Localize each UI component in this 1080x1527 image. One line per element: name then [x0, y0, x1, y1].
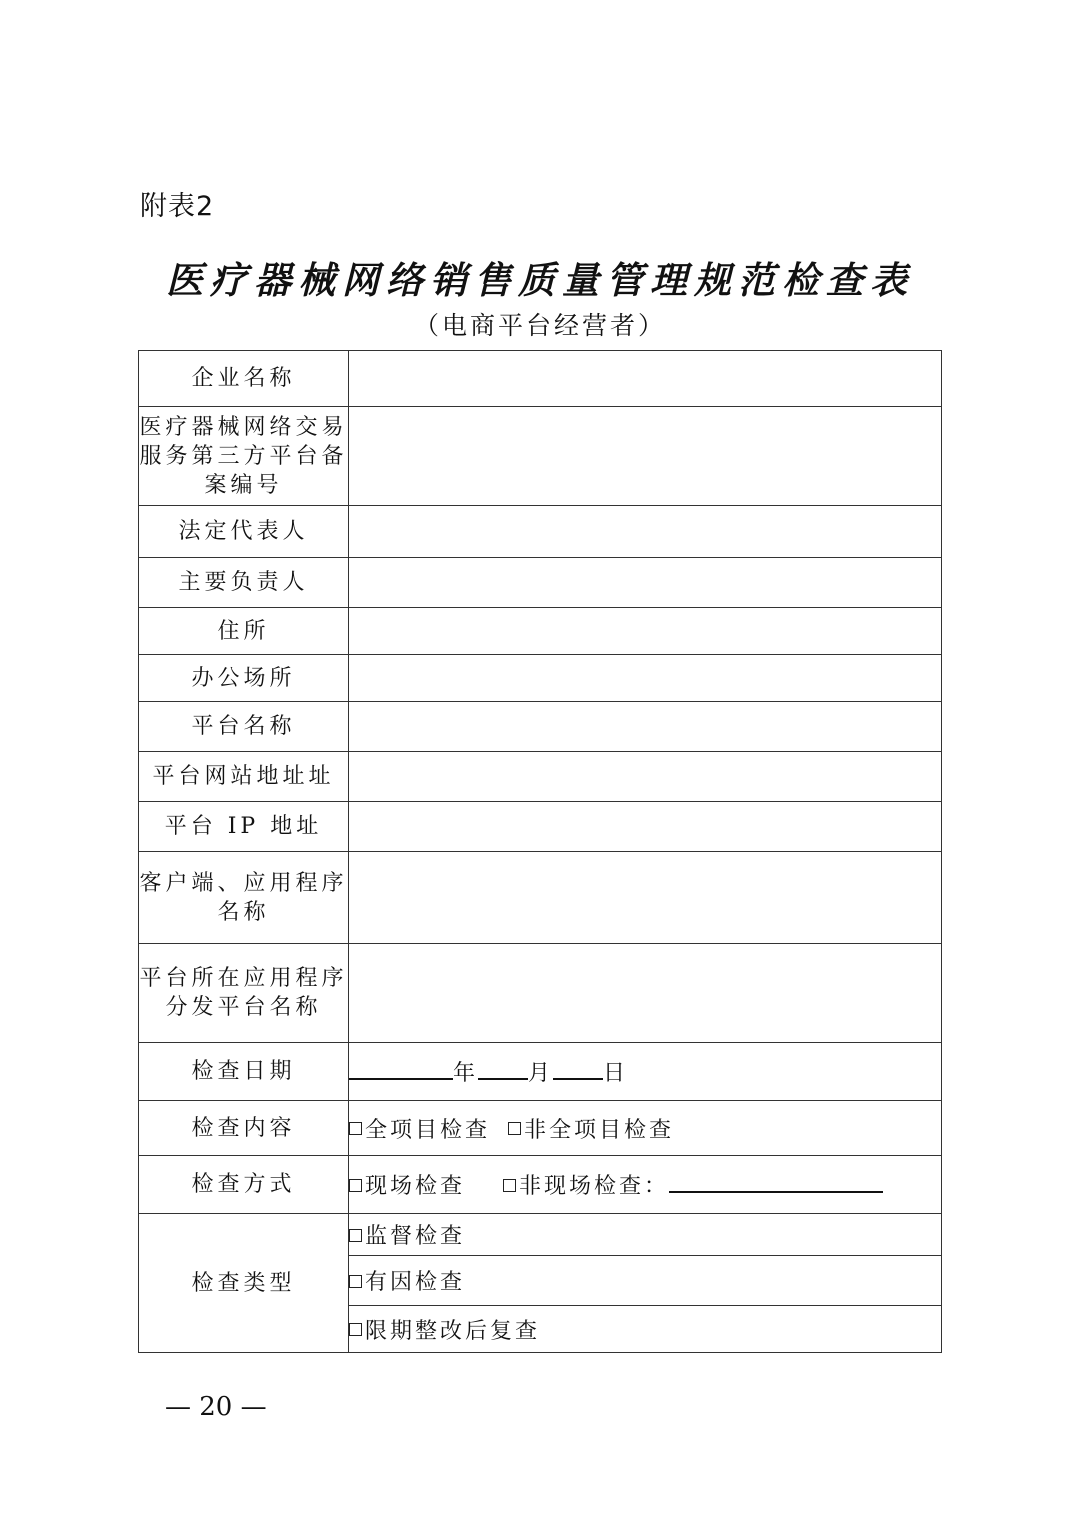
- label-platform-name: 平台名称: [139, 702, 349, 752]
- row-app-distribution-platform: [139, 944, 942, 1043]
- checkbox-supervision[interactable]: [349, 1229, 362, 1242]
- field-company-name[interactable]: [349, 351, 942, 407]
- field-type-for-cause: [349, 1256, 942, 1306]
- label-inspection-method: 检查方式: [139, 1156, 349, 1214]
- row-client-app-name: [139, 852, 942, 944]
- label-legal-representative: 法定代表人: [139, 506, 349, 558]
- checkbox-offsite[interactable]: [503, 1179, 516, 1192]
- option-for-cause: 有因检查: [365, 1270, 466, 1295]
- row-platform-record-number: [139, 407, 942, 506]
- form-title: 医疗器械网络销售质量管理规范检查表: [166, 258, 914, 302]
- option-supervision: 监督检查: [365, 1224, 466, 1249]
- field-principal-person[interactable]: [349, 558, 942, 608]
- option-partial-inspection: 非全项目检查: [524, 1117, 675, 1143]
- field-type-supervision: [349, 1214, 942, 1256]
- row-inspection-content: [139, 1101, 942, 1156]
- field-inspection-method: [349, 1156, 942, 1214]
- day-blank[interactable]: [553, 1056, 603, 1080]
- field-office-premises[interactable]: [349, 655, 942, 702]
- field-app-distribution-platform[interactable]: [349, 944, 942, 1043]
- label-platform-record-number: 医疗器械网络交易服务第三方平台备案编号: [139, 407, 349, 506]
- checkbox-for-cause[interactable]: [349, 1275, 362, 1288]
- field-legal-representative[interactable]: [349, 506, 942, 558]
- field-platform-name[interactable]: [349, 702, 942, 752]
- field-domicile[interactable]: [349, 608, 942, 655]
- checkbox-full-inspection[interactable]: [349, 1122, 362, 1135]
- page-number: — 20 —: [165, 1392, 267, 1422]
- field-platform-ip[interactable]: [349, 802, 942, 852]
- row-inspection-date: [139, 1043, 942, 1101]
- label-platform-website: 平台网站地址址: [139, 752, 349, 802]
- label-inspection-type: 检查类型: [139, 1214, 349, 1353]
- option-reinspection: 限期整改后复查: [365, 1318, 541, 1344]
- label-domicile: 住所: [139, 608, 349, 655]
- attachment-label: 附表2: [140, 191, 215, 222]
- inspection-form-table: [138, 350, 942, 1353]
- checkbox-reinspection[interactable]: [349, 1323, 362, 1336]
- option-onsite: 现场检查: [365, 1174, 466, 1199]
- offsite-blank[interactable]: [669, 1169, 883, 1193]
- field-platform-record-number[interactable]: [349, 407, 942, 506]
- field-inspection-date: [349, 1043, 942, 1101]
- label-client-app-name: 客户端、应用程序名称: [139, 852, 349, 944]
- checkbox-partial-inspection[interactable]: [508, 1122, 521, 1135]
- option-full-inspection: 全项目检查: [365, 1117, 491, 1143]
- field-client-app-name[interactable]: [349, 852, 942, 944]
- row-company-name: [139, 351, 942, 407]
- row-office-premises: [139, 655, 942, 702]
- year-unit: 年: [453, 1061, 479, 1086]
- label-company-name: 企业名称: [139, 351, 349, 407]
- label-platform-ip: 平台 IP 地址: [139, 802, 349, 852]
- row-platform-website: [139, 752, 942, 802]
- form-subtitle: （电商平台经营者）: [413, 311, 666, 340]
- field-platform-website[interactable]: [349, 752, 942, 802]
- label-principal-person: 主要负责人: [139, 558, 349, 608]
- row-principal-person: [139, 558, 942, 608]
- row-platform-name: [139, 702, 942, 752]
- row-inspection-method: [139, 1156, 942, 1214]
- checkbox-onsite[interactable]: [349, 1179, 362, 1192]
- label-office-premises: 办公场所: [139, 655, 349, 702]
- row-domicile: [139, 608, 942, 655]
- field-type-reinspection: [349, 1306, 942, 1353]
- field-inspection-content: [349, 1101, 942, 1156]
- row-inspection-type-1: [139, 1214, 942, 1256]
- option-offsite: 非现场检查：: [519, 1174, 670, 1199]
- row-legal-representative: [139, 506, 942, 558]
- year-blank[interactable]: [349, 1056, 453, 1080]
- label-app-distribution-platform: 平台所在应用程序分发平台名称: [139, 944, 349, 1043]
- row-platform-ip: [139, 802, 942, 852]
- label-inspection-content: 检查内容: [139, 1101, 349, 1156]
- day-unit: 日: [603, 1061, 629, 1086]
- month-unit: 月: [528, 1061, 554, 1086]
- label-inspection-date: 检查日期: [139, 1043, 349, 1101]
- month-blank[interactable]: [478, 1056, 528, 1080]
